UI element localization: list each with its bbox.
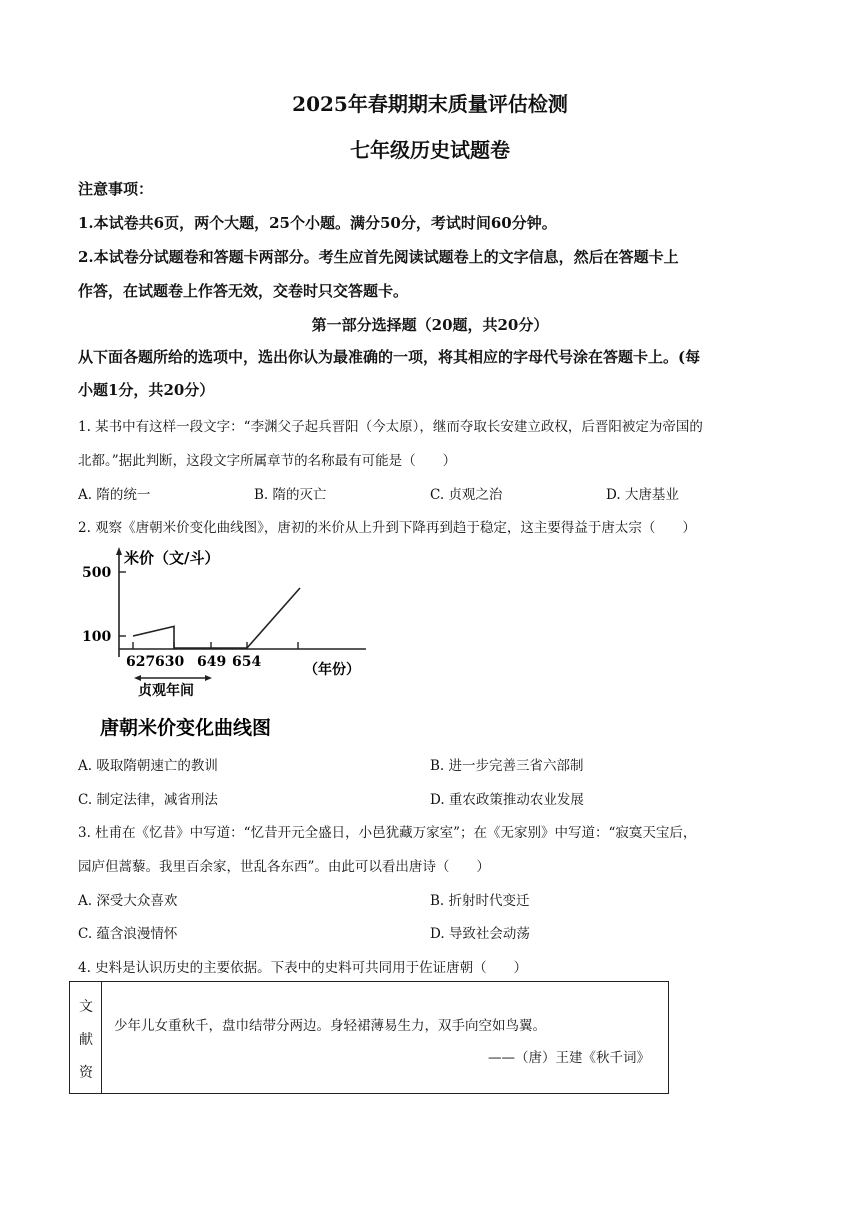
x-tick-label-627: 627 xyxy=(126,654,156,670)
q1-option-d: D. 大唐基业 xyxy=(606,487,679,503)
q3-option-a: A. 深受大众喜欢 xyxy=(78,893,178,909)
part1-instruction-line-2: 小题1分，共20分） xyxy=(78,381,215,399)
q1-option-b: B. 隋的灭亡 xyxy=(254,487,327,503)
source-type-char-3: 资 xyxy=(79,1065,93,1081)
part1-heading: 第一部分选择题（20题，共20分） xyxy=(311,316,549,334)
q3-option-c: C. 蕴含浪漫情怀 xyxy=(78,926,178,942)
q3-stem-line-2: 园庐但蒿藜。我里百余家，世乱各东西”。由此可以看出唐诗（ ） xyxy=(78,859,490,875)
q2-option-d: D. 重农政策推动农业发展 xyxy=(430,792,584,808)
x-axis-label: （年份） xyxy=(304,662,360,678)
q1-option-c: C. 贞观之治 xyxy=(430,487,503,503)
x-tick-label-630: 630 xyxy=(155,654,185,670)
q2-option-b: B. 进一步完善三省六部制 xyxy=(430,758,584,774)
q1-stem-line-2: 北都。”据此判断，这段文字所属章节的名称最有可能是（ ） xyxy=(78,453,457,469)
q2-option-a: A. 吸取隋朝速亡的教训 xyxy=(78,758,218,774)
poem-source: ——（唐）王建《秋千词》 xyxy=(488,1050,650,1066)
poem-text: 少年儿女重秋千，盘巾结带分两边。身轻裙薄易生力，双手向空如鸟翼。 xyxy=(114,1018,546,1034)
notice-item-2-line-2: 作答，在试题卷上作答无效，交卷时只交答题卡。 xyxy=(78,282,409,300)
y-axis-label: 米价（文/斗） xyxy=(124,549,220,567)
y-tick-label-500: 500 xyxy=(82,565,112,581)
x-tick-label-654: 654 xyxy=(232,654,262,670)
notice-item-2-line-1: 2.本试卷分试题卷和答题卡两部分。考生应首先阅读试题卷上的文字信息，然后在答题卡上 xyxy=(78,248,679,266)
exam-title: 2025年春期期末质量评估检测 xyxy=(292,92,568,116)
part1-instruction-line-1: 从下面各题所给的选项中，选出你认为最准确的一项，将其相应的字母代号涂在答题卡上。(每 xyxy=(78,348,701,366)
source-type-char-1: 文 xyxy=(79,999,93,1015)
q4-stem: 4. 史料是认识历史的主要依据。下表中的史料可共同用于佐证唐朝（ ） xyxy=(78,960,528,976)
y-axis-arrow xyxy=(116,547,122,555)
q2-stem: 2. 观察《唐朝米价变化曲线图》，唐初的米价从上升到下降再到趋于稳定，这主要得益于唐太宗（ ） xyxy=(78,520,696,536)
notice-heading: 注意事项： xyxy=(78,180,154,198)
source-table xyxy=(69,981,669,1094)
q2-option-c: C. 制定法律，减省刑法 xyxy=(78,792,218,808)
q1-option-a: A. 隋的统一 xyxy=(78,487,151,503)
source-type-char-2: 献 xyxy=(79,1032,93,1048)
source-type-cell xyxy=(70,982,102,1093)
rice-price-line xyxy=(133,588,300,648)
rice-price-chart xyxy=(76,545,376,745)
annotation-label: 贞观年间 xyxy=(138,683,194,699)
notice-item-1: 1.本试卷共6页，两个大题，25个小题。满分50分，考试时间60分钟。 xyxy=(78,214,557,232)
exam-subtitle: 七年级历史试题卷 xyxy=(350,138,510,162)
q3-option-b: B. 折射时代变迁 xyxy=(430,893,530,909)
annotation-arrow-right-head xyxy=(205,675,212,681)
annotation-arrow-left-head xyxy=(134,675,141,681)
x-tick-label-649: 649 xyxy=(197,654,227,670)
chart-title: 唐朝米价变化曲线图 xyxy=(100,717,272,739)
q1-stem-line-1: 1. 某书中有这样一段文字：“李渊父子起兵晋阳（今太原），继而夺取长安建立政权，后晋阳被定为帝国的 xyxy=(78,419,703,435)
q3-stem-line-1: 3. 杜甫在《忆昔》中写道：“忆昔开元全盛日，小邑犹藏万家室”；在《无家别》中写道：“寂寞天宝后， xyxy=(78,825,697,841)
y-tick-label-100: 100 xyxy=(82,629,112,645)
q3-option-d: D. 导致社会动荡 xyxy=(430,926,530,942)
